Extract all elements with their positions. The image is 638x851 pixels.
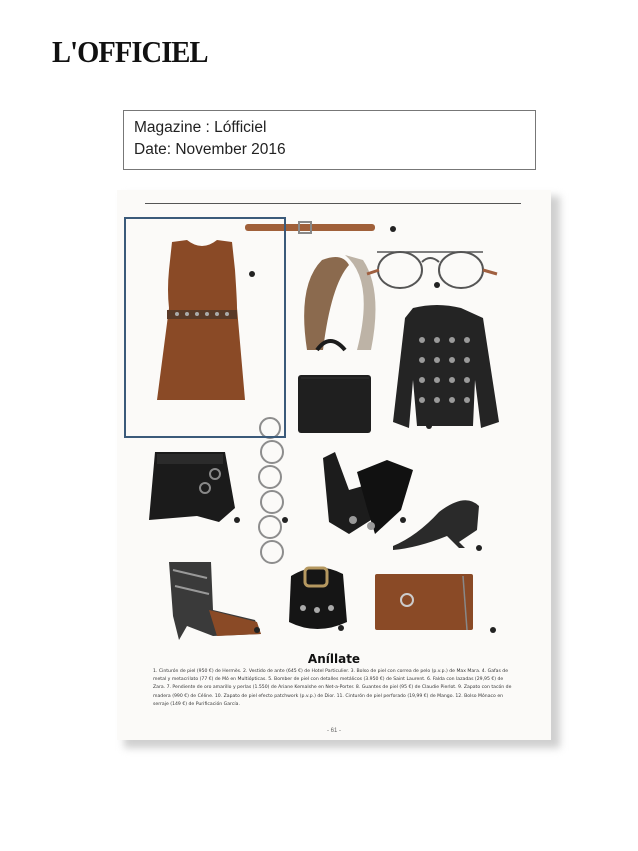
- leather-gloves-product-image: [323, 452, 413, 534]
- perforated-belt-product-image: [289, 567, 347, 631]
- section-title: Aníllate: [307, 652, 361, 666]
- glasses-product-image: [367, 252, 497, 288]
- suede-clutch-product-image: [375, 574, 496, 633]
- highlighted-product-frame: [124, 217, 286, 438]
- magazine-name: Magazine : Lófficiel: [134, 119, 267, 136]
- magazine-logo: L'OFFICIEL: [52, 34, 208, 69]
- product-caption-text: 1. Cinturón de piel (950 €) de Hermès. 2. Vestido de ante (645 €) de Hotel Particulier. 3. Bolso de piel con correa de pelo (p.v.p.) de Max Mara. 4. Gafas de metal y metacrilato (77 €) de Mó en Multiópticas. 5. Bomber de piel con detalles metálicos (3.950 €) de Saint Laurent. 6. Falda con lazadas (29,95 €) de Zara. 7. Pendiente de oro amarillo y perlas (1.550) de Ariane Kemalshe en Net-a-Porter. 8. Guantes de piel (95 €) de Claudie Pierlot. 9. Zapato con tacón de madera (990 €) de Céline. 10. Zapato de piel efecto patchwork (p.v.p.) de Dior. 11. Cinturón de piel perforado (19,99 €) de Mango. 12. Bolso Mónaco en serraje (149 €) de Purificación García.: [153, 669, 512, 707]
- magazine-page-scan: [117, 190, 551, 740]
- article-info-box: [123, 110, 536, 170]
- ring-earring-product-image: [259, 418, 288, 563]
- studded-pump-product-image: [393, 500, 482, 551]
- fur-strap-handbag-product-image: [298, 255, 376, 433]
- wrap-skirt-product-image: [149, 452, 240, 523]
- page-number: - 61 -: [326, 728, 341, 734]
- publication-date: Date: November 2016: [134, 141, 286, 158]
- patchwork-bootie-product-image: [169, 562, 261, 640]
- leather-bomber-product-image: [393, 305, 499, 429]
